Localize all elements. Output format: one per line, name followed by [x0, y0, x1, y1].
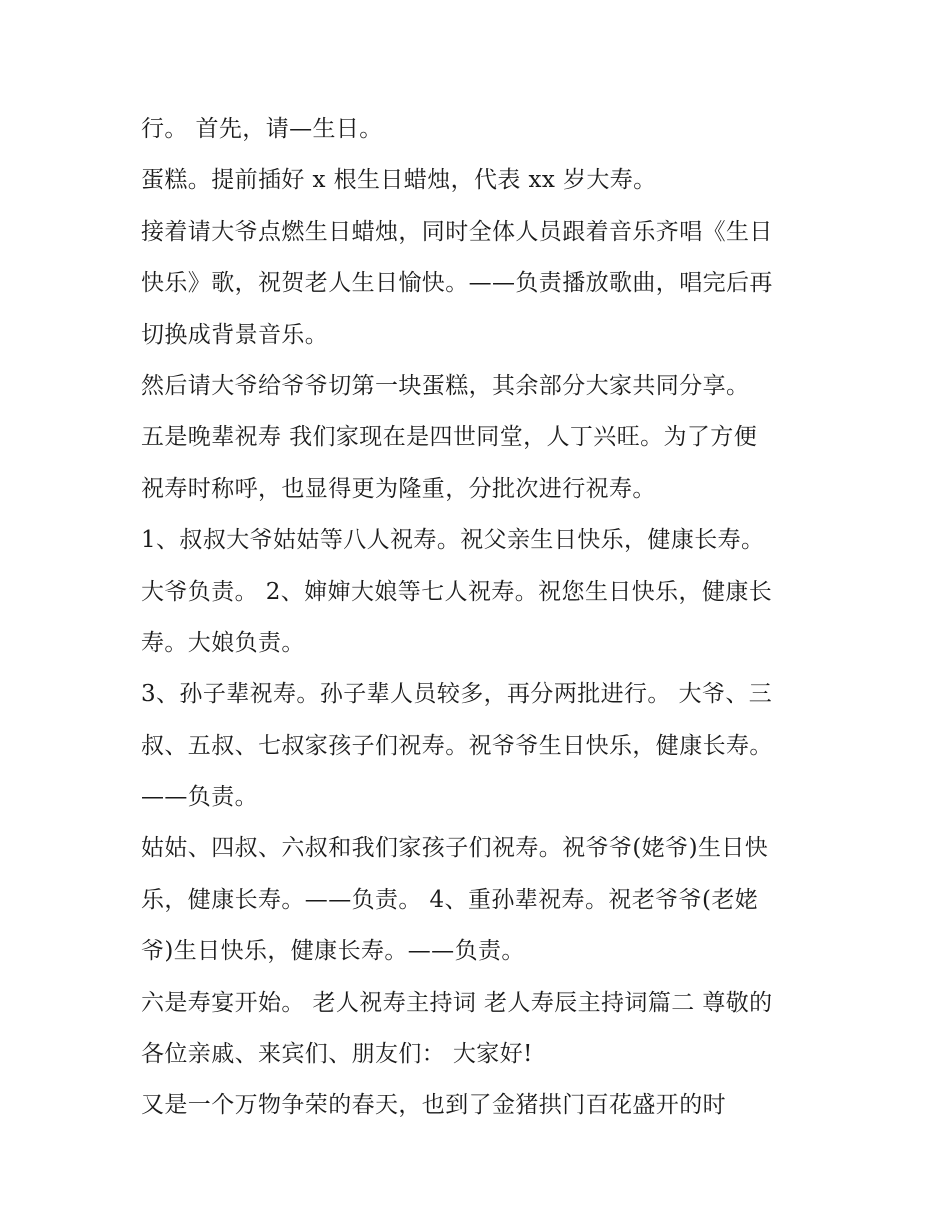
text-line-17: 爷)生日快乐，健康长寿。——负责。	[141, 938, 525, 965]
text-line-15: 姑姑、四叔、六叔和我们家孩子们祝寿。祝爷爷(姥爷)生日快	[141, 835, 769, 862]
text-line-19: 各位亲戚、来宾们、朋友们： 大家好!	[141, 1041, 533, 1068]
text-line-8: 祝寿时称呼，也显得更为隆重，分批次进行祝寿。	[141, 475, 656, 502]
text-line-6: 然后请大爷给爷爷切第一块蛋糕，其余部分大家共同分享。	[141, 372, 750, 399]
text-line-1: 行。 首先，请—生日。	[141, 116, 383, 142]
text-line-20: 又是一个万物争荣的春天，也到了金猪拱门百花盛开的时	[141, 1092, 726, 1119]
text-line-2: 蛋糕。提前插好 x 根生日蜡烛，代表 xx 岁大寿。	[141, 167, 657, 194]
document-body	[141, 104, 821, 1132]
text-line-4: 快乐》歌，祝贺老人生日愉快。——负责播放歌曲，唱完后再	[141, 270, 773, 297]
text-line-14: ——负责。	[141, 784, 258, 811]
text-line-18: 六是寿宴开始。 老人祝寿主持词 老人寿辰主持词篇二 尊敬的	[141, 989, 773, 1016]
text-line-9: 1、叔叔大爷姑姑等八人祝寿。祝父亲生日快乐，健康长寿。	[141, 527, 765, 554]
text-line-7: 五是晚辈祝寿 我们家现在是四世同堂，人丁兴旺。为了方便	[141, 424, 758, 451]
text-line-12: 3、孙子辈祝寿。孙子辈人员较多，再分两批进行。 大爷、三	[141, 681, 773, 708]
text-line-3: 接着请大爷点燃生日蜡烛，同时全体人员跟着音乐齐唱《生日	[141, 218, 773, 245]
text-line-11: 寿。大娘负责。	[141, 629, 305, 656]
text-line-13: 叔、五叔、七叔家孩子们祝寿。祝爷爷生日快乐，健康长寿。	[141, 732, 773, 759]
text-line-10: 大爷负责。 2、婶婶大娘等七人祝寿。祝您生日快乐，健康长	[141, 578, 773, 605]
text-line-16: 乐，健康长寿。——负责。 4、重孙辈祝寿。祝老爷爷(老姥	[141, 886, 759, 913]
text-line-5: 切换成背景音乐。	[141, 321, 329, 348]
